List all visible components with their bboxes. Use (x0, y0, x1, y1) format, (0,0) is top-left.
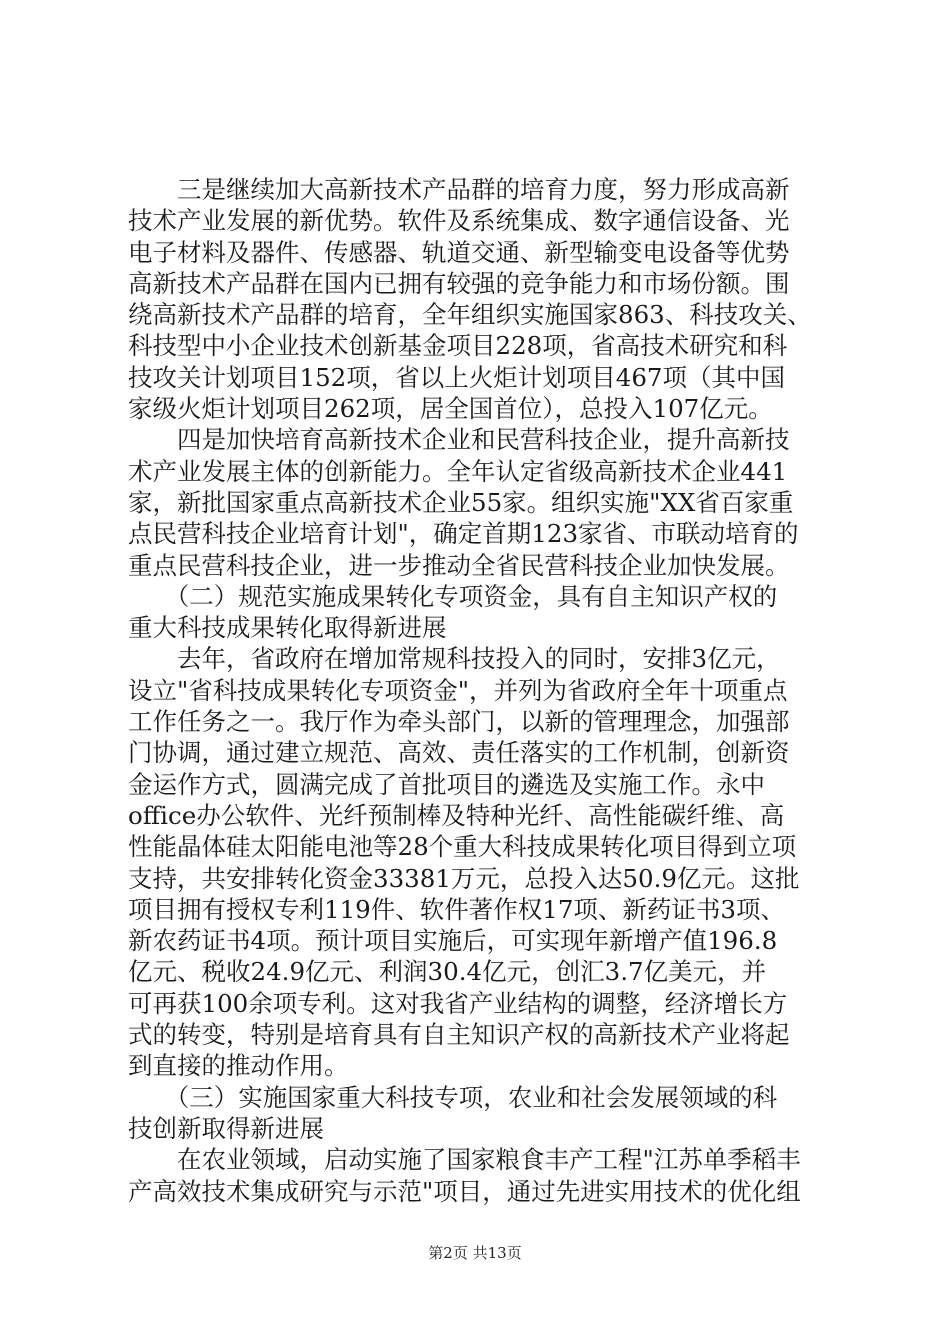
section-heading-line: （二）规范实施成果转化专项资金，具有自主知识产权的 (128, 581, 778, 611)
text-line: 性能晶体硅太阳能电池等28个重大科技成果转化项目得到立项 (128, 832, 797, 862)
text-line: 产高效技术集成研究与示范"项目，通过先进实用技术的优化组 (128, 1176, 801, 1206)
text-line: 门协调，通过建立规范、高效、责任落实的工作机制，创新资 (128, 738, 790, 768)
page-number-footer: 第2页 共13页 (428, 1244, 522, 1262)
text-line: 家级火炬计划项目262项，居全国首位），总投入107亿元。 (128, 394, 773, 424)
text-line: 科技型中小企业技术创新基金项目228项，省高技术研究和科 (128, 331, 788, 361)
text-line: 高新技术产品群在国内已拥有较强的竞争能力和市场份额。围 (128, 268, 790, 298)
text-line: 点民营科技企业培育计划"，确定首期123家省、市联动培育的 (128, 519, 799, 549)
text-line: 术产业发展主体的创新能力。全年认定省级高新技术企业441 (128, 456, 788, 486)
document-body (128, 174, 828, 1207)
section-heading-line: （三）实施国家重大科技专项，农业和社会发展领域的科 (128, 1082, 778, 1112)
text-line: 项目拥有授权专利119件、软件著作权17项、新药证书3项、 (128, 894, 786, 924)
text-line: 重点民营科技企业，进一步推动全省民营科技企业加快发展。 (128, 550, 790, 580)
text-line: 四是加快培育高新技术企业和民营科技企业，提升高新技 (128, 425, 790, 455)
text-line: 去年，省政府在增加常规科技投入的同时，安排3亿元， (128, 644, 781, 674)
section-heading-line: 重大科技成果转化取得新进展 (128, 613, 447, 643)
text-line: 绕高新技术产品群的培育，全年组织实施国家863、科技攻关、 (128, 300, 812, 330)
text-line: 可再获100余项专利。这对我省产业结构的调整，经济增长方 (128, 988, 788, 1018)
section-heading-line: 技创新取得新进展 (128, 1113, 324, 1143)
text-line: 亿元、税收24.9亿元、利润30.4亿元，创汇3.7亿美元，并 (128, 957, 767, 987)
text-line: 家，新批国家重点高新技术企业55家。组织实施"XX省百家重 (128, 487, 794, 517)
text-line: 金运作方式，圆满完成了首批项目的遴选及实施工作。永中 (128, 769, 765, 799)
text-line: 支持，共安排转化资金33381万元，总投入达50.9亿元。这批 (128, 863, 800, 893)
text-line: 技攻关计划项目152项，省以上火炬计划项目467项（其中国 (128, 362, 786, 392)
text-line: office办公软件、光纤预制棒及特种光纤、高性能碳纤维、高 (128, 800, 785, 830)
text-line: 新农药证书4项。预计项目实施后，可实现年新增产值196.8 (128, 926, 778, 956)
text-line: 设立"省科技成果转化专项资金"，并列为省政府全年十项重点 (128, 675, 788, 705)
text-line: 电子材料及器件、传感器、轨道交通、新型输变电设备等优势 (128, 237, 790, 267)
text-line: 工作任务之一。我厅作为牵头部门，以新的管理理念，加强部 (128, 707, 790, 737)
text-line: 技术产业发展的新优势。软件及系统集成、数字通信设备、光 (128, 206, 790, 236)
text-line: 在农业领域，启动实施了国家粮食丰产工程"江苏单季稻丰 (128, 1145, 801, 1175)
text-line: 三是继续加大高新技术产品群的培育力度，努力形成高新 (128, 175, 790, 204)
text-line: 到直接的推动作用。 (128, 1051, 349, 1081)
text-line: 式的转变，特别是培育具有自主知识产权的高新技术产业将起 (128, 1020, 790, 1050)
